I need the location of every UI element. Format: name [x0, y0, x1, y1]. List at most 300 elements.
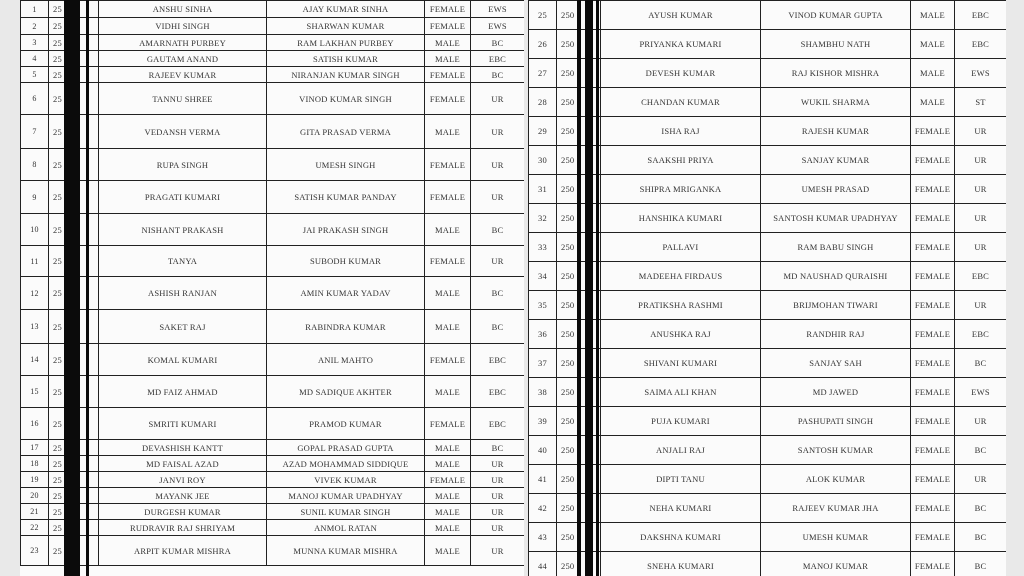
student-name-cell: SAKET RAJ [99, 310, 267, 344]
category-cell: UR [471, 504, 525, 520]
roll-number-cell: 25 [49, 35, 99, 51]
father-name-cell: GITA PRASAD VERMA [267, 115, 425, 149]
father-name-cell: RAM BABU SINGH [761, 233, 911, 262]
serial-number-cell: 1 [21, 1, 49, 18]
serial-number-cell: 32 [529, 204, 557, 233]
gender-cell: FEMALE [911, 146, 955, 175]
redaction-bar [64, 0, 80, 576]
student-name-cell: RAJEEV KUMAR [99, 67, 267, 83]
father-name-cell: MD JAWED [761, 378, 911, 407]
category-cell: BC [955, 494, 1007, 523]
category-cell: EWS [955, 59, 1007, 88]
student-name-cell: MADEEHA FIRDAUS [601, 262, 761, 291]
table-row [529, 59, 1007, 88]
father-name-cell: SATISH KUMAR [267, 51, 425, 67]
serial-number-cell: 19 [21, 472, 49, 488]
father-name-cell: SATISH KUMAR PANDAY [267, 181, 425, 214]
gender-cell: MALE [425, 376, 471, 408]
gender-cell: MALE [425, 520, 471, 536]
serial-number-cell: 27 [529, 59, 557, 88]
student-name-cell: CHANDAN KUMAR [601, 88, 761, 117]
table-row [529, 233, 1007, 262]
roll-number-cell: 25 [49, 149, 99, 181]
gender-cell: FEMALE [911, 291, 955, 320]
table-row [529, 117, 1007, 146]
roll-number-cell: 250 [557, 407, 601, 436]
table-row [529, 30, 1007, 59]
student-name-cell: SHIPRA MRIGANKA [601, 175, 761, 204]
serial-number-cell: 37 [529, 349, 557, 378]
roll-number-cell: 250 [557, 378, 601, 407]
table-row [21, 18, 525, 35]
roll-number-cell: 250 [557, 30, 601, 59]
serial-number-cell: 26 [529, 30, 557, 59]
father-name-cell: GOPAL PRASAD GUPTA [267, 440, 425, 456]
serial-number-cell: 11 [21, 246, 49, 277]
father-name-cell: MD SADIQUE AKHTER [267, 376, 425, 408]
serial-number-cell: 2 [21, 18, 49, 35]
roll-number-cell: 250 [557, 262, 601, 291]
category-cell: BC [955, 523, 1007, 552]
roll-number-cell: 25 [49, 536, 99, 566]
roll-number-cell: 25 [49, 67, 99, 83]
left-student-table [20, 0, 524, 566]
student-name-cell: ANUSHKA RAJ [601, 320, 761, 349]
student-name-cell: ISHA RAJ [601, 117, 761, 146]
gender-cell: FEMALE [425, 83, 471, 115]
gender-cell: MALE [425, 277, 471, 310]
right-document-page [528, 0, 1006, 576]
student-name-cell: RUPA SINGH [99, 149, 267, 181]
father-name-cell: MUNNA KUMAR MISHRA [267, 536, 425, 566]
gender-cell: FEMALE [911, 262, 955, 291]
category-cell: UR [471, 83, 525, 115]
category-cell: EWS [471, 1, 525, 18]
category-cell: UR [471, 472, 525, 488]
serial-number-cell: 34 [529, 262, 557, 291]
table-row [529, 465, 1007, 494]
table-row [529, 349, 1007, 378]
gender-cell: FEMALE [911, 233, 955, 262]
gender-cell: MALE [425, 51, 471, 67]
father-name-cell: SANJAY SAH [761, 349, 911, 378]
table-row [21, 1, 525, 18]
redaction-bar-thin [86, 0, 89, 576]
gender-cell: MALE [911, 30, 955, 59]
student-name-cell: PRIYANKA KUMARI [601, 30, 761, 59]
gender-cell: FEMALE [425, 344, 471, 376]
serial-number-cell: 38 [529, 378, 557, 407]
serial-number-cell: 21 [21, 504, 49, 520]
table-row [21, 472, 525, 488]
roll-number-cell: 250 [557, 88, 601, 117]
roll-number-cell: 250 [557, 523, 601, 552]
roll-number-cell: 25 [49, 520, 99, 536]
roll-number-cell: 25 [49, 51, 99, 67]
student-name-cell: PRATIKSHA RASHMI [601, 291, 761, 320]
student-name-cell: TANYA [99, 246, 267, 277]
table-row [21, 488, 525, 504]
gender-cell: MALE [425, 456, 471, 472]
gender-cell: MALE [911, 88, 955, 117]
category-cell: BC [471, 67, 525, 83]
table-row [21, 115, 525, 149]
table-row [529, 146, 1007, 175]
serial-number-cell: 31 [529, 175, 557, 204]
table-row [21, 456, 525, 472]
serial-number-cell: 43 [529, 523, 557, 552]
gender-cell: FEMALE [425, 1, 471, 18]
roll-number-cell: 25 [49, 1, 99, 18]
student-name-cell: RUDRAVIR RAJ SHRIYAM [99, 520, 267, 536]
father-name-cell: SHARWAN KUMAR [267, 18, 425, 35]
table-row [21, 83, 525, 115]
father-name-cell: WUKIL SHARMA [761, 88, 911, 117]
table-row [21, 310, 525, 344]
gender-cell: FEMALE [425, 246, 471, 277]
father-name-cell: MANOJ KUMAR UPADHYAY [267, 488, 425, 504]
gender-cell: FEMALE [911, 204, 955, 233]
student-name-cell: AMARNATH PURBEY [99, 35, 267, 51]
category-cell: BC [471, 440, 525, 456]
category-cell: BC [955, 552, 1007, 576]
roll-number-cell: 25 [49, 83, 99, 115]
father-name-cell: SUNIL KUMAR SINGH [267, 504, 425, 520]
serial-number-cell: 44 [529, 552, 557, 576]
category-cell: EBC [471, 51, 525, 67]
gender-cell: FEMALE [911, 465, 955, 494]
category-cell: UR [471, 181, 525, 214]
gender-cell: FEMALE [425, 149, 471, 181]
gender-cell: FEMALE [911, 552, 955, 576]
serial-number-cell: 35 [529, 291, 557, 320]
student-name-cell: SAAKSHI PRIYA [601, 146, 761, 175]
category-cell: EWS [471, 18, 525, 35]
table-row [21, 51, 525, 67]
student-name-cell: DURGESH KUMAR [99, 504, 267, 520]
category-cell: BC [955, 349, 1007, 378]
left-document-page [20, 0, 524, 576]
serial-number-cell: 18 [21, 456, 49, 472]
category-cell: UR [471, 456, 525, 472]
table-row [21, 181, 525, 214]
gender-cell: FEMALE [911, 349, 955, 378]
table-row [529, 262, 1007, 291]
category-cell: UR [955, 146, 1007, 175]
category-cell: UR [471, 115, 525, 149]
student-name-cell: DEVESH KUMAR [601, 59, 761, 88]
gender-cell: FEMALE [425, 408, 471, 440]
student-name-cell: VIDHI SINGH [99, 18, 267, 35]
gender-cell: MALE [425, 504, 471, 520]
table-row [21, 536, 525, 566]
table-row [529, 523, 1007, 552]
roll-number-cell: 25 [49, 246, 99, 277]
student-name-cell: HANSHIKA KUMARI [601, 204, 761, 233]
serial-number-cell: 15 [21, 376, 49, 408]
father-name-cell: UMESH SINGH [267, 149, 425, 181]
roll-number-cell: 25 [49, 214, 99, 246]
serial-number-cell: 14 [21, 344, 49, 376]
gender-cell: MALE [425, 310, 471, 344]
roll-number-cell: 250 [557, 1, 601, 30]
serial-number-cell: 39 [529, 407, 557, 436]
student-name-cell: SHIVANI KUMARI [601, 349, 761, 378]
category-cell: UR [955, 175, 1007, 204]
category-cell: UR [471, 246, 525, 277]
roll-number-cell: 25 [49, 440, 99, 456]
roll-number-cell: 250 [557, 146, 601, 175]
father-name-cell: ANIL MAHTO [267, 344, 425, 376]
category-cell: BC [471, 35, 525, 51]
roll-number-cell: 250 [557, 117, 601, 146]
serial-number-cell: 5 [21, 67, 49, 83]
father-name-cell: AMIN KUMAR YADAV [267, 277, 425, 310]
father-name-cell: NIRANJAN KUMAR SINGH [267, 67, 425, 83]
student-name-cell: NISHANT PRAKASH [99, 214, 267, 246]
serial-number-cell: 33 [529, 233, 557, 262]
gender-cell: MALE [425, 35, 471, 51]
father-name-cell: VINOD KUMAR GUPTA [761, 1, 911, 30]
category-cell: BC [471, 277, 525, 310]
category-cell: EWS [955, 378, 1007, 407]
serial-number-cell: 22 [21, 520, 49, 536]
father-name-cell: AJAY KUMAR SINHA [267, 1, 425, 18]
student-name-cell: KOMAL KUMARI [99, 344, 267, 376]
roll-number-cell: 25 [49, 376, 99, 408]
table-row [21, 344, 525, 376]
category-cell: EBC [955, 262, 1007, 291]
category-cell: BC [471, 214, 525, 246]
table-row [529, 204, 1007, 233]
student-name-cell: MD FAIZ AHMAD [99, 376, 267, 408]
table-row [529, 88, 1007, 117]
father-name-cell: RAJ KISHOR MISHRA [761, 59, 911, 88]
serial-number-cell: 40 [529, 436, 557, 465]
table-row [529, 552, 1007, 576]
father-name-cell: SANTOSH KUMAR [761, 436, 911, 465]
student-name-cell: SAIMA ALI KHAN [601, 378, 761, 407]
serial-number-cell: 25 [529, 1, 557, 30]
father-name-cell: VIVEK KUMAR [267, 472, 425, 488]
gender-cell: FEMALE [911, 175, 955, 204]
father-name-cell: PASHUPATI SINGH [761, 407, 911, 436]
serial-number-cell: 6 [21, 83, 49, 115]
gender-cell: FEMALE [425, 67, 471, 83]
gender-cell: FEMALE [425, 181, 471, 214]
student-name-cell: MD FAISAL AZAD [99, 456, 267, 472]
category-cell: UR [955, 291, 1007, 320]
student-name-cell: MAYANK JEE [99, 488, 267, 504]
roll-number-cell: 250 [557, 291, 601, 320]
gender-cell: MALE [425, 440, 471, 456]
roll-number-cell: 250 [557, 436, 601, 465]
father-name-cell: AZAD MOHAMMAD SIDDIQUE [267, 456, 425, 472]
gender-cell: MALE [911, 1, 955, 30]
serial-number-cell: 12 [21, 277, 49, 310]
gender-cell: FEMALE [911, 494, 955, 523]
serial-number-cell: 28 [529, 88, 557, 117]
category-cell: EBC [955, 1, 1007, 30]
father-name-cell: RAJESH KUMAR [761, 117, 911, 146]
serial-number-cell: 9 [21, 181, 49, 214]
father-name-cell: SANTOSH KUMAR UPADHYAY [761, 204, 911, 233]
roll-number-cell: 250 [557, 175, 601, 204]
roll-number-cell: 25 [49, 456, 99, 472]
father-name-cell: SUBODH KUMAR [267, 246, 425, 277]
student-name-cell: TANNU SHREE [99, 83, 267, 115]
table-row [21, 246, 525, 277]
father-name-cell: RAJEEV KUMAR JHA [761, 494, 911, 523]
student-name-cell: PUJA KUMARI [601, 407, 761, 436]
serial-number-cell: 13 [21, 310, 49, 344]
student-name-cell: ANJALI RAJ [601, 436, 761, 465]
serial-number-cell: 41 [529, 465, 557, 494]
gender-cell: FEMALE [911, 407, 955, 436]
table-row [529, 175, 1007, 204]
father-name-cell: ALOK KUMAR [761, 465, 911, 494]
gender-cell: MALE [425, 488, 471, 504]
redaction-bar [585, 0, 593, 576]
table-row [529, 378, 1007, 407]
category-cell: UR [471, 520, 525, 536]
serial-number-cell: 42 [529, 494, 557, 523]
student-name-cell: VEDANSH VERMA [99, 115, 267, 149]
student-name-cell: SMRITI KUMARI [99, 408, 267, 440]
category-cell: UR [955, 117, 1007, 146]
serial-number-cell: 30 [529, 146, 557, 175]
category-cell: UR [955, 204, 1007, 233]
serial-number-cell: 3 [21, 35, 49, 51]
table-row [529, 291, 1007, 320]
right-student-table [528, 0, 1006, 576]
roll-number-cell: 25 [49, 277, 99, 310]
category-cell: BC [955, 436, 1007, 465]
father-name-cell: BRIJMOHAN TIWARI [761, 291, 911, 320]
gender-cell: FEMALE [911, 378, 955, 407]
student-name-cell: AYUSH KUMAR [601, 1, 761, 30]
father-name-cell: UMESH PRASAD [761, 175, 911, 204]
roll-number-cell: 25 [49, 344, 99, 376]
roll-number-cell: 250 [557, 59, 601, 88]
table-row [21, 440, 525, 456]
student-name-cell: SNEHA KUMARI [601, 552, 761, 576]
gender-cell: FEMALE [425, 472, 471, 488]
category-cell: EBC [955, 30, 1007, 59]
father-name-cell: SANJAY KUMAR [761, 146, 911, 175]
roll-number-cell: 25 [49, 18, 99, 35]
father-name-cell: MD NAUSHAD QURAISHI [761, 262, 911, 291]
student-name-cell: JANVI ROY [99, 472, 267, 488]
roll-number-cell: 250 [557, 494, 601, 523]
table-row [21, 35, 525, 51]
serial-number-cell: 4 [21, 51, 49, 67]
table-row [529, 407, 1007, 436]
gender-cell: FEMALE [911, 320, 955, 349]
table-row [21, 520, 525, 536]
table-row [21, 408, 525, 440]
father-name-cell: RAM LAKHAN PURBEY [267, 35, 425, 51]
serial-number-cell: 16 [21, 408, 49, 440]
student-name-cell: ASHISH RANJAN [99, 277, 267, 310]
category-cell: EBC [471, 376, 525, 408]
roll-number-cell: 25 [49, 504, 99, 520]
serial-number-cell: 7 [21, 115, 49, 149]
roll-number-cell: 250 [557, 465, 601, 494]
category-cell: EBC [471, 408, 525, 440]
roll-number-cell: 25 [49, 310, 99, 344]
roll-number-cell: 25 [49, 181, 99, 214]
roll-number-cell: 25 [49, 115, 99, 149]
table-row [529, 436, 1007, 465]
serial-number-cell: 17 [21, 440, 49, 456]
father-name-cell: UMESH KUMAR [761, 523, 911, 552]
roll-number-cell: 250 [557, 204, 601, 233]
father-name-cell: RANDHIR RAJ [761, 320, 911, 349]
table-row [21, 277, 525, 310]
student-name-cell: PRAGATI KUMARI [99, 181, 267, 214]
student-name-cell: DEVASHISH KANTT [99, 440, 267, 456]
father-name-cell: PRAMOD KUMAR [267, 408, 425, 440]
roll-number-cell: 250 [557, 320, 601, 349]
table-row [21, 149, 525, 181]
serial-number-cell: 29 [529, 117, 557, 146]
serial-number-cell: 36 [529, 320, 557, 349]
father-name-cell: RABINDRA KUMAR [267, 310, 425, 344]
roll-number-cell: 250 [557, 349, 601, 378]
table-row [529, 320, 1007, 349]
student-name-cell: DAKSHNA KUMARI [601, 523, 761, 552]
roll-number-cell: 250 [557, 552, 601, 576]
serial-number-cell: 10 [21, 214, 49, 246]
category-cell: EBC [955, 320, 1007, 349]
category-cell: UR [955, 407, 1007, 436]
category-cell: UR [471, 488, 525, 504]
serial-number-cell: 8 [21, 149, 49, 181]
father-name-cell: SHAMBHU NATH [761, 30, 911, 59]
gender-cell: MALE [425, 214, 471, 246]
table-row [21, 67, 525, 83]
student-name-cell: PALLAVI [601, 233, 761, 262]
serial-number-cell: 23 [21, 536, 49, 566]
father-name-cell: MANOJ KUMAR [761, 552, 911, 576]
gender-cell: MALE [425, 115, 471, 149]
roll-number-cell: 25 [49, 488, 99, 504]
category-cell: UR [955, 465, 1007, 494]
table-row [529, 1, 1007, 30]
father-name-cell: ANMOL RATAN [267, 520, 425, 536]
gender-cell: MALE [911, 59, 955, 88]
gender-cell: FEMALE [911, 117, 955, 146]
student-name-cell: GAUTAM ANAND [99, 51, 267, 67]
serial-number-cell: 20 [21, 488, 49, 504]
table-row [21, 376, 525, 408]
student-name-cell: NEHA KUMARI [601, 494, 761, 523]
gender-cell: MALE [425, 536, 471, 566]
student-name-cell: ANSHU SINHA [99, 1, 267, 18]
redaction-bar-thin [596, 0, 599, 576]
category-cell: UR [955, 233, 1007, 262]
student-name-cell: DIPTI TANU [601, 465, 761, 494]
category-cell: UR [471, 149, 525, 181]
student-name-cell: ARPIT KUMAR MISHRA [99, 536, 267, 566]
roll-number-cell: 250 [557, 233, 601, 262]
roll-number-cell: 25 [49, 472, 99, 488]
category-cell: BC [471, 310, 525, 344]
category-cell: UR [471, 536, 525, 566]
gender-cell: FEMALE [911, 436, 955, 465]
category-cell: ST [955, 88, 1007, 117]
